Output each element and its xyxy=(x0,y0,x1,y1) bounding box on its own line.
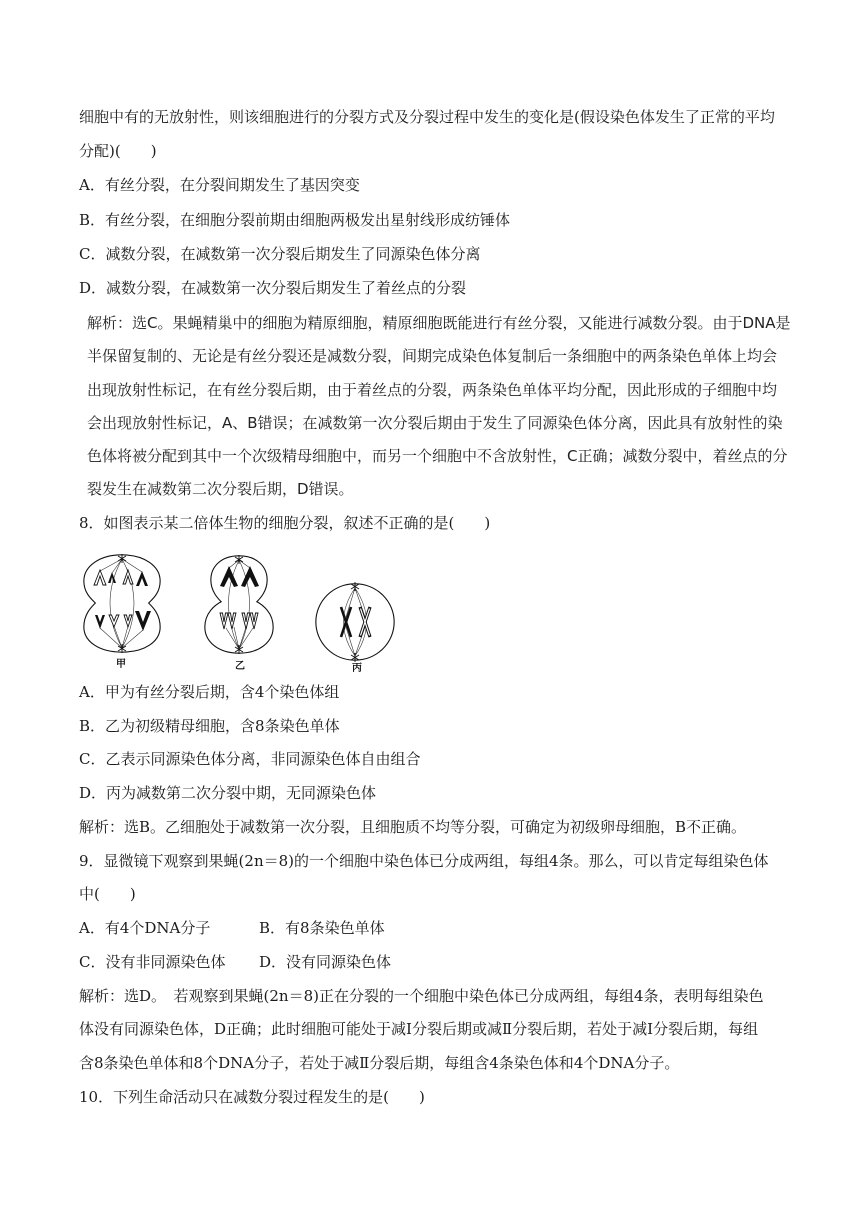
question-9-options-row-1 xyxy=(79,912,819,946)
question-8-stem: 8．如图表示某二倍体生物的细胞分裂，叙述不正确的是( ) xyxy=(79,514,491,533)
cell-bing xyxy=(317,582,393,674)
cell-jia xyxy=(85,554,159,670)
question-8-option-b: B．乙为初级精母细胞，含8条染色单体 xyxy=(79,716,340,735)
question-9-option-d: D．没有同源染色体 xyxy=(259,952,392,971)
question-7-option-b: B．有丝分裂，在细胞分裂前期由细胞两极发出星射线形成纺锤体 xyxy=(79,210,511,229)
question-9-option-a: A．有4个DNA分子 xyxy=(79,919,211,938)
question-7-option-d: D．减数分裂，在减数第一次分裂后期发生了着丝点的分裂 xyxy=(79,278,467,297)
question-7 xyxy=(79,100,819,305)
question-9-analysis-line-1: 解析：选D。 若观察到果蝇(2n＝8)正在分裂的一个细胞中染色体已分成两组，每组4条，表明每组染色 xyxy=(79,986,764,1005)
question-7-analysis xyxy=(79,307,819,506)
question-9-analysis-line-2: 体没有同源染色体，D正确；此时细胞可能处于减Ⅰ分裂后期或减Ⅱ分裂后期，若处于减Ⅰ分裂后期，每组 xyxy=(79,1020,759,1039)
question-8-analysis: 解析：选B。乙细胞处于减数第一次分裂，且细胞质不均等分裂，可确定为初级卵母细胞，B不正确。 xyxy=(79,817,747,836)
cell-jia-membrane-inner xyxy=(85,556,159,651)
question-9-option-c: C．没有非同源染色体 xyxy=(79,952,226,971)
question-7-stem-line-2: 分配)( ) xyxy=(79,142,157,161)
question-7-option-c: C．减数分裂，在减数第一次分裂后期发生了同源染色体分离 xyxy=(79,244,481,263)
question-7-option-a: A．有丝分裂，在分裂间期发生了基因突变 xyxy=(79,176,360,195)
question-8-option-a: A．甲为有丝分裂后期，含4个染色体组 xyxy=(79,682,340,701)
question-7-analysis-line-3: 出现放射性标记，在有丝分裂后期，由于着丝点的分裂，两条染色单体平均分配，因此形成的子细胞中均 xyxy=(87,380,778,399)
question-9-analysis-line-3: 含8条染色单体和8个DNA分子，若处于减Ⅱ分裂后期，每组含4条染色体和4个DNA分子。 xyxy=(79,1054,680,1073)
cell-division-figure xyxy=(70,545,410,675)
question-8-option-d: D．丙为减数第二次分裂中期，无同源染色体 xyxy=(79,784,377,803)
cell-yi xyxy=(206,555,272,672)
cell-yi-label: 乙 xyxy=(235,660,245,672)
question-9-stem-line-1: 9．显微镜下观察到果蝇(2n＝8)的一个细胞中染色体已分成两组，每组4条。那么，可以肯定每组染色体 xyxy=(79,851,769,870)
question-9-stem-line-2: 中( ) xyxy=(79,885,136,904)
question-8-figure xyxy=(79,540,819,676)
cell-bing-label: 丙 xyxy=(352,662,362,674)
cell-bing-membrane-inner xyxy=(317,585,393,659)
cell-jia-label: 甲 xyxy=(116,658,126,670)
question-9-options-row-2 xyxy=(79,946,819,980)
question-10-stem: 10．下列生命活动只在减数分裂过程发生的是( ) xyxy=(79,1087,425,1106)
question-8-option-c: C．乙表示同源染色体分离，非同源染色体自由组合 xyxy=(79,750,421,769)
question-7-analysis-line-1: 解析：选C。果蝇精巢中的细胞为精原细胞，精原细胞既能进行有丝分裂，又能进行减数分裂。由于DNA是 xyxy=(87,314,791,333)
questions-8-to-10 xyxy=(79,676,819,1115)
question-8-header xyxy=(79,506,819,540)
question-9-option-b: B．有8条染色单体 xyxy=(259,919,385,938)
question-7-analysis-line-2: 半保留复制的、无论是有丝分裂还是减数分裂，间期完成染色体复制后一条细胞中的两条染色单体上均会 xyxy=(87,347,778,366)
document-page-content xyxy=(79,100,819,1115)
question-7-stem-line-1: 细胞中有的无放射性，则该细胞进行的分裂方式及分裂过程中发生的变化是(假设染色体发生了正常的平均 xyxy=(79,108,775,126)
question-7-analysis-line-5: 色体将被分配到其中一个次级精母细胞中，而另一个细胞中不含放射性，C正确；减数分裂中，着丝点的分 xyxy=(87,446,788,465)
question-7-analysis-line-4: 会出现放射性标记，A、B错误；在减数第一次分裂后期由于发生了同源染色体分离，因此具有放射性的染 xyxy=(87,413,783,432)
question-7-analysis-line-6: 裂发生在减数第二次分裂后期，D错误。 xyxy=(87,480,354,499)
